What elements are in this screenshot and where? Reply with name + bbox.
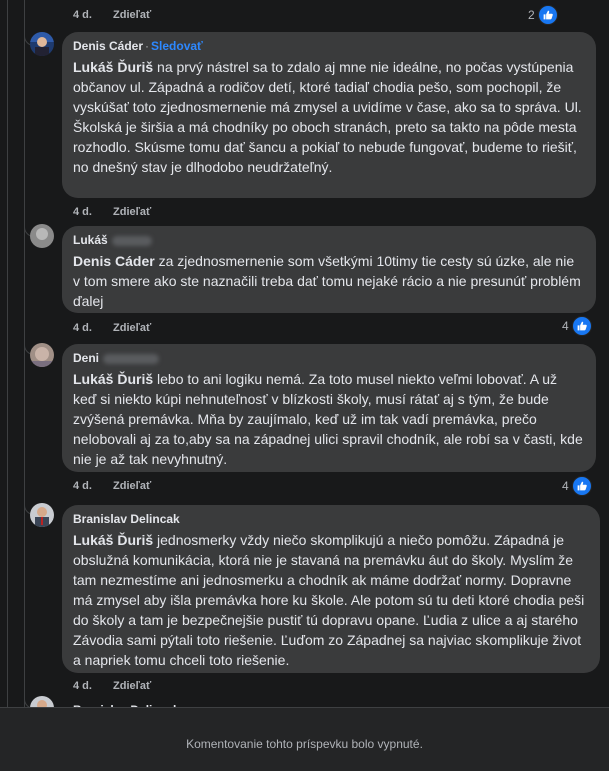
timestamp[interactable]: 4 d. bbox=[73, 680, 92, 692]
comment-meta bbox=[73, 680, 169, 692]
comment-text: Denis Cáder za zjednosmernenie som všetkými 10timy tie cesty sú úzke, ale nie v tom smere ako ste naznačili treba dať tomu nejaké rácio a nie presunúť problém ďalej bbox=[73, 253, 581, 309]
comment-meta bbox=[73, 322, 169, 334]
avatar[interactable] bbox=[30, 503, 54, 527]
comment-author[interactable]: Lukáš bbox=[73, 233, 108, 247]
avatar[interactable] bbox=[30, 224, 54, 248]
follow-link[interactable]: Sledovať bbox=[151, 39, 203, 53]
comment-bubble: Denis Cáder · Sledovať Lukáš Ďuriš na prvý nástrel sa to zdalo aj mne nie ideálne, no počas vystúpenia občanov ul. Západná a rodičov detí, ktoré tadiaľ chodia pešo, som pochopil, že vyskúšať toto zjednosmernenie má zmysel a uvidíme v čase, ako sa to správa. Ul. Školská je širšia a má chodníky po oboch stranách, preto sa takto na pôde mesta rozhodlo. Skúsme tomu dať šancu a pokiaľ to nebude fungovať, budeme to riešiť, no dnešný stav je dlhodobo neudržateľný. bbox=[62, 32, 596, 198]
comment-bubble bbox=[62, 505, 600, 673]
comment-bubble bbox=[62, 226, 596, 313]
reaction-count[interactable]: 4 bbox=[562, 316, 592, 336]
comment-text: Lukáš Ďuriš jednosmerky vždy niečo skomplikujú a niečo pomôžu. Západná je obslužná komunikácia, ktorá nie je stavaná na premávku áut do školy. Myslím že tam nezmestíme ani jednosmerku a chodník ak máme dodržať normy. Dopravne má zmysel aby išla premávka hore ku škole. Ale potom sú tu deti ktoré chodia peši do školy a tam je bezpečnejšie pustiť tú dopravu opane. Ľudia z ulice a aj starého Závodia sami pýtali toto riešenie. Ľuďom zo Západnej sa najviac skomplikuje život a napriek tomu chceli toto riešenie. bbox=[73, 532, 585, 668]
avatar[interactable] bbox=[30, 343, 54, 367]
mention-link[interactable]: Denis Cáder bbox=[73, 253, 155, 269]
redacted-name bbox=[112, 236, 152, 246]
timestamp[interactable]: 4 d. bbox=[73, 206, 92, 218]
share-link[interactable]: Zdieľať bbox=[113, 9, 152, 21]
comment-meta bbox=[73, 206, 169, 218]
timestamp[interactable]: 4 d. bbox=[73, 9, 92, 21]
thread-line bbox=[7, 0, 8, 707]
comments-disabled-footer bbox=[0, 707, 609, 771]
reaction-count[interactable]: 2 bbox=[528, 5, 558, 25]
like-icon bbox=[572, 476, 592, 496]
comment-author[interactable]: Denis Cáder bbox=[73, 39, 144, 53]
avatar[interactable] bbox=[30, 32, 54, 56]
comment-author[interactable]: Deni bbox=[73, 351, 100, 365]
share-link[interactable]: Zdieľať bbox=[113, 680, 152, 692]
comment-meta bbox=[73, 9, 169, 21]
comment-text: Lukáš Ďuriš na prvý nástrel sa to zdalo aj mne nie ideálne, no počas vystúpenia občanov ul. Západná a rodičov detí, ktoré tadiaľ chodia pešo, som pochopil, že vyskúšať toto zjednosmernenie má zmysel a uvidíme v čase, ako sa to správa. Ul. Školská je širšia a má chodníky po oboch stranách, preto sa takto na pôde mesta rozhodlo. Skúsme tomu dať šancu a pokiaľ to nebude fungovať, budeme to riešiť, no dnešný stav je dlhodobo neudržateľný. bbox=[73, 59, 582, 175]
like-icon bbox=[572, 316, 592, 336]
comment-text: Lukáš Ďuriš lebo to ani logiku nemá. Za toto musel niekto veľmi lobovať. A už keď si niekto kúpi nehnuteľnosť v blízkosti školy, musí rátať aj s tým, že bude zvýšená premávka. Mňa by zaujímalo, keď už im tak vadí premávka, prečo nelobovali aj za to,aby sa na západnej ulici spravil chodník, ale robí sa v časti, kde nie je až tak nevyhnutný. bbox=[73, 371, 583, 467]
share-link[interactable]: Zdieľať bbox=[113, 206, 152, 218]
share-link[interactable]: Zdieľať bbox=[113, 322, 152, 334]
mention-link[interactable]: Lukáš Ďuriš bbox=[73, 532, 154, 548]
comment-bubble bbox=[62, 344, 596, 472]
like-icon bbox=[538, 5, 558, 25]
comment-author[interactable]: Branislav Delincak bbox=[73, 512, 180, 526]
comment-meta bbox=[73, 480, 169, 492]
comments-disabled-notice: Komentovanie tohto príspevku bolo vypnuté. bbox=[186, 737, 423, 751]
timestamp[interactable]: 4 d. bbox=[73, 480, 92, 492]
share-link[interactable]: Zdieľať bbox=[113, 480, 152, 492]
timestamp[interactable]: 4 d. bbox=[73, 322, 92, 334]
mention-link[interactable]: Lukáš Ďuriš bbox=[73, 59, 154, 75]
mention-link[interactable]: Lukáš Ďuriš bbox=[73, 371, 154, 387]
reaction-count[interactable]: 4 bbox=[562, 476, 592, 496]
thread-line bbox=[24, 0, 25, 707]
redacted-name bbox=[103, 354, 159, 364]
